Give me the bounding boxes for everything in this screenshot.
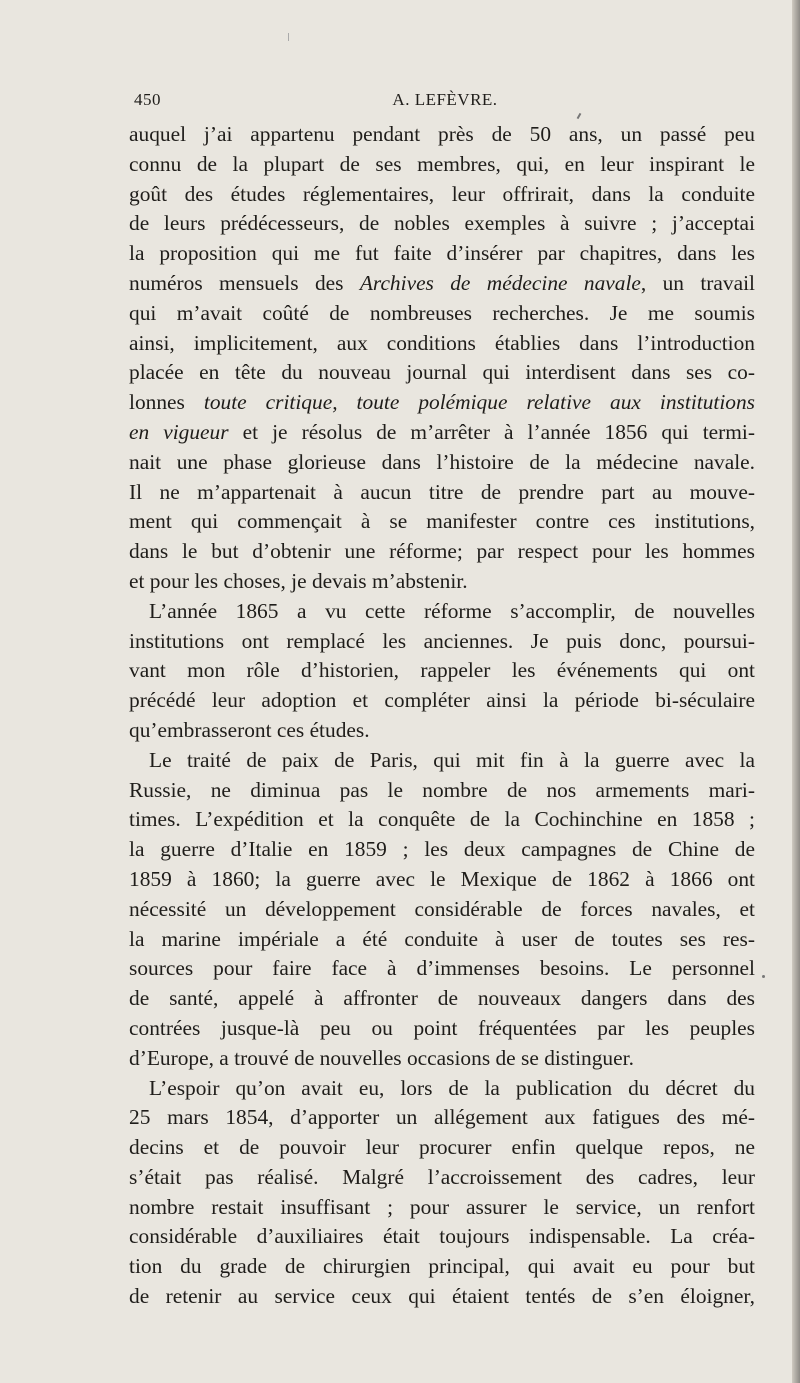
text-line: nécessité un développement considérable de forces navales, et (129, 896, 755, 921)
text-line: ainsi, implicitement, aux conditions établies dans l’introduction (129, 330, 755, 355)
text-line: times. L’expédition et la conquête de la Cochinchine en 1858 ; (129, 807, 755, 832)
text-fragment: lonnes (129, 390, 204, 415)
text-line: et pour les choses, je devais m’abstenir. (129, 568, 468, 593)
text-line: 1859 à 1860; la guerre avec le Mexique de 1862 à 1866 ont (129, 866, 755, 891)
text-fragment: , un travail (640, 270, 755, 295)
text-line: d’Europe, a trouvé de nouvelles occasions de se distinguer. (129, 1045, 634, 1070)
text-line: L’espoir qu’on avait eu, lors de la publication du décret du (149, 1075, 755, 1100)
text-line: placée en tête du nouveau journal qui interdisent dans ses co- (129, 360, 755, 385)
text-line: goût des études réglementaires, leur offrirait, dans la conduite (129, 181, 755, 206)
text-line: nombre restait insuffisant ; pour assurer le service, un renfort (129, 1194, 755, 1219)
text-line (129, 418, 755, 448)
text-line: nait une phase glorieuse dans l’histoire de la médecine navale. (129, 449, 755, 474)
text-line: Le traité de paix de Paris, qui mit fin à la guerre avec la (149, 747, 755, 772)
text-line: tion du grade de chirurgien principal, qui avait eu pour but (129, 1254, 755, 1279)
ink-speck (762, 975, 765, 978)
text-line: contrées jusque-là peu ou point fréquentées par les peuples (129, 1015, 755, 1040)
text-line: auquel j’ai appartenu pendant près de 50 ans, un passé peu (129, 122, 755, 146)
text-line: L’année 1865 a vu cette réforme s’accomplir, de nouvelles (149, 598, 755, 623)
italic-title: toute critique, toute polémique relative aux institutions (203, 390, 755, 415)
italic-title: Archives de médecine navale (359, 270, 641, 295)
text-line: dans le but d’obtenir une réforme; par respect pour les hommes (129, 539, 755, 564)
text-line: de leurs prédécesseurs, de nobles exemples à suivre ; j’acceptai (129, 211, 755, 236)
text-line: qu’embrasseront ces études. (129, 717, 370, 742)
text-line: vant mon rôle d’historien, rappeler les événements qui ont (129, 658, 755, 683)
text-line: de retenir au service ceux qui étaient tentés de s’en éloigner, (129, 1284, 755, 1309)
text-line: s’était pas réalisé. Malgré l’accroissement des cadres, leur (129, 1164, 755, 1189)
text-line: qui m’avait coûté de nombreuses recherches. Je me soumis (129, 300, 755, 325)
page-edge-shadow (792, 0, 800, 1383)
page-number: 450 (134, 90, 161, 109)
text-line: considérable d’auxiliaires était toujours indispensable. La créa- (129, 1224, 755, 1249)
text-line: la proposition qui me fut faite d’insérer par chapitres, dans les (129, 241, 755, 266)
text-fragment: et je résolus de m’arrêter à l’année 1856 qui termi- (228, 419, 755, 444)
text-line: sources pour faire face à d’immenses besoins. Le personnel (129, 956, 755, 981)
text-line: ment qui commençait à se manifester contre ces institutions, (129, 509, 755, 534)
text-line (129, 388, 755, 418)
running-title: A. LEFÈVRE. (392, 90, 498, 109)
italic-title: en vigueur (129, 419, 229, 444)
text-line: connu de la plupart de ses membres, qui, en leur inspirant le (129, 151, 755, 176)
text-line: 25 mars 1854, d’apporter un allégement aux fatigues des mé- (129, 1105, 755, 1130)
text-line: de santé, appelé à affronter de nouveaux dangers dans des (129, 986, 755, 1011)
text-line: précédé leur adoption et compléter ainsi la période bi-séculaire (129, 688, 755, 713)
text-line: Il ne m’appartenait à aucun titre de prendre part au mouve- (129, 479, 755, 504)
text-fragment: numéros mensuels des (129, 270, 360, 295)
text-line: institutions ont remplacé les anciennes. Je puis donc, poursui- (129, 628, 755, 653)
ink-speck (288, 33, 289, 41)
body-text (129, 120, 755, 1312)
text-line: decins et de pouvoir leur procurer enfin quelque repos, ne (129, 1135, 755, 1160)
text-line: la marine impériale a été conduite à user de toutes ses res- (129, 926, 755, 951)
text-line: Russie, ne diminua pas le nombre de nos armements mari- (129, 777, 755, 802)
page-header (134, 90, 756, 114)
text-line: la guerre d’Italie en 1859 ; les deux campagnes de Chine de (129, 837, 755, 862)
text-line (129, 269, 755, 299)
